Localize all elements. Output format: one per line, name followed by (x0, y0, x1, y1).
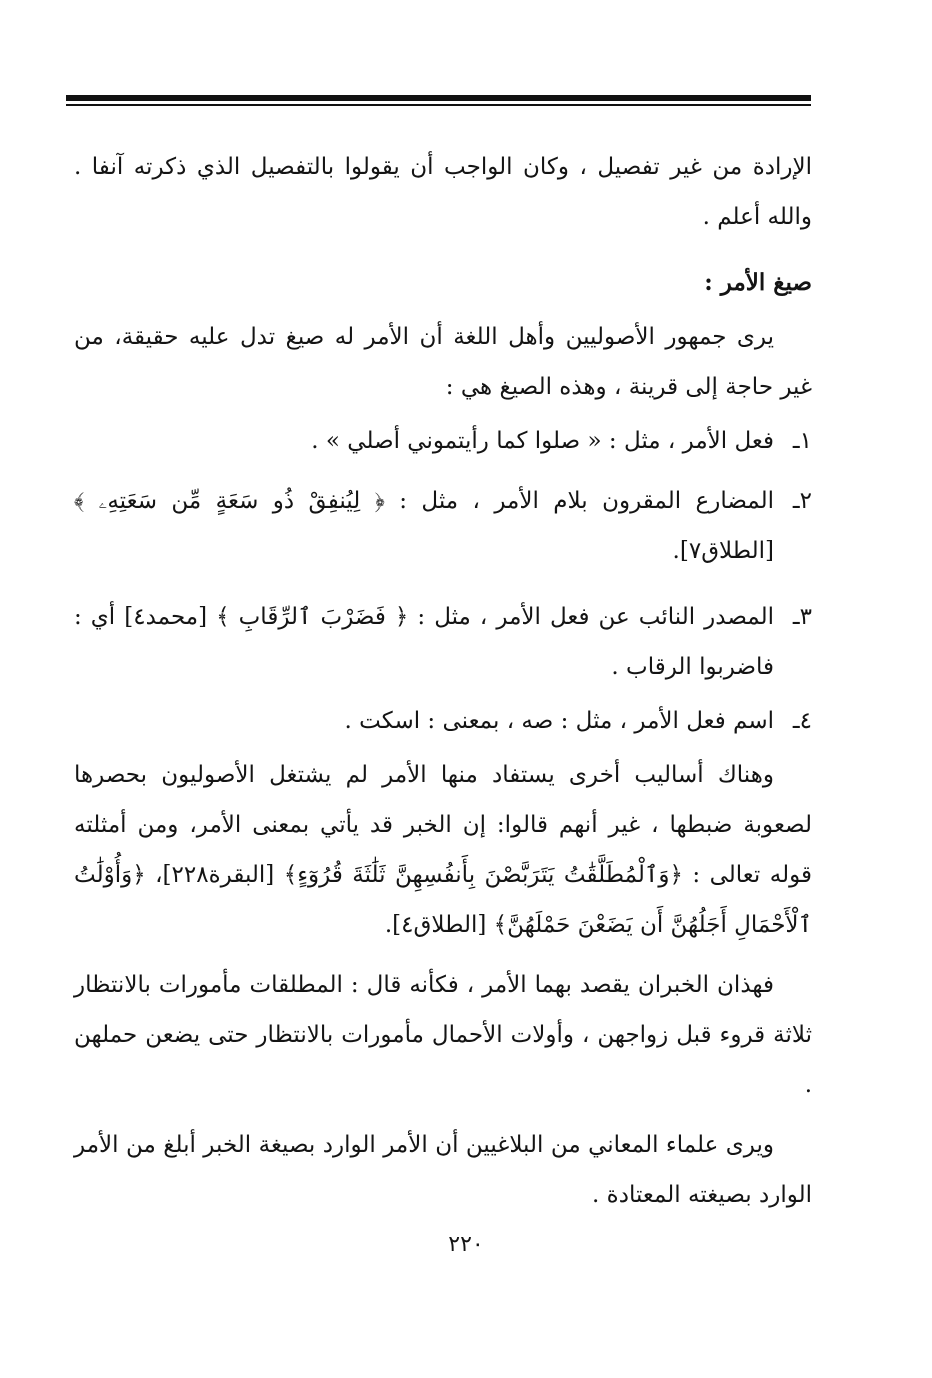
list-item-number: ١ـ (792, 428, 812, 454)
paragraph-intro: يرى جمهور الأصوليين وأهل اللغة أن الأمر له صيغ تدل عليه حقيقة، من غير حاجة إلى قرينة ، وهذه الصيغ هي : (74, 324, 812, 400)
list-item-number: ٤ـ (792, 708, 812, 734)
list-item-2 (74, 476, 812, 576)
page-number: ٢٢٠ (448, 1232, 484, 1257)
list-item-text: اسم فعل الأمر ، مثل : صه ، بمعنى : اسكت . (344, 708, 774, 734)
paragraph-explanation: فهذان الخبران يقصد بهما الأمر ، فكأنه قال : المطلقات مأمورات بالانتظار ثلاثة قروء قبل زواجهن ، وأولات الأحمال مأمورات بالانتظار حتى يضعن حملهن . (74, 972, 812, 1098)
list-item-number: ٣ـ (792, 604, 812, 630)
list-item-text: فعل الأمر ، مثل : « صلوا كما رأيتموني أصلي » . (311, 428, 774, 454)
list-item-text: المصدر النائب عن فعل الأمر ، مثل : ﴿ فَضَرْبَ ٱلرِّقَابِ ﴾ [محمد٤] أي : فاضربوا الرقاب . (74, 604, 774, 680)
header-rule-thick (66, 95, 811, 101)
section-heading: صيغ الأمر : (704, 269, 812, 296)
paragraph-rhetoric: ويرى علماء المعاني من البلاغيين أن الأمر الوارد بصيغة الخبر أبلغ من الأمر الوارد بصيغته المعتادة . (74, 1132, 812, 1208)
page-body (74, 142, 812, 1220)
list-item-4 (74, 696, 812, 746)
list-item-1 (74, 416, 812, 466)
list-item-number: ٢ـ (792, 488, 812, 514)
list-item-text: المضارع المقرون بلام الأمر ، مثل : ﴿ لِيُنفِقْ ذُو سَعَةٍ مِّن سَعَتِهِۦ ﴾ [الطلاق٧]. (74, 488, 774, 564)
list-item-3 (74, 592, 812, 692)
paragraph-other-styles: وهناك أساليب أخرى يستفاد منها الأمر لم يشتغل الأصوليون بحصرها لصعوبة ضبطها ، غير أنهم قالوا: إن الخبر قد يأتي بمعنى الأمر، ومن أمثلته قوله تعالى : ﴿وَٱلْمُطَلَّقَٰتُ يَتَرَبَّصْنَ بِأَنفُسِهِنَّ ثَلَٰثَةَ قُرُوٓءٍ﴾ [البقرة٢٢٨]، ﴿وَأُوْلَٰتُ ٱلْأَحْمَالِ أَجَلُهُنَّ أَن يَضَعْنَ حَمْلَهُنَّ﴾ [الطلاق٤]. (74, 762, 812, 938)
paragraph-continued: الإرادة من غير تفصيل ، وكان الواجب أن يقولوا بالتفصيل الذي ذكرته آنفا . والله أعلم . (74, 154, 812, 230)
header-rule-thin (66, 104, 811, 106)
